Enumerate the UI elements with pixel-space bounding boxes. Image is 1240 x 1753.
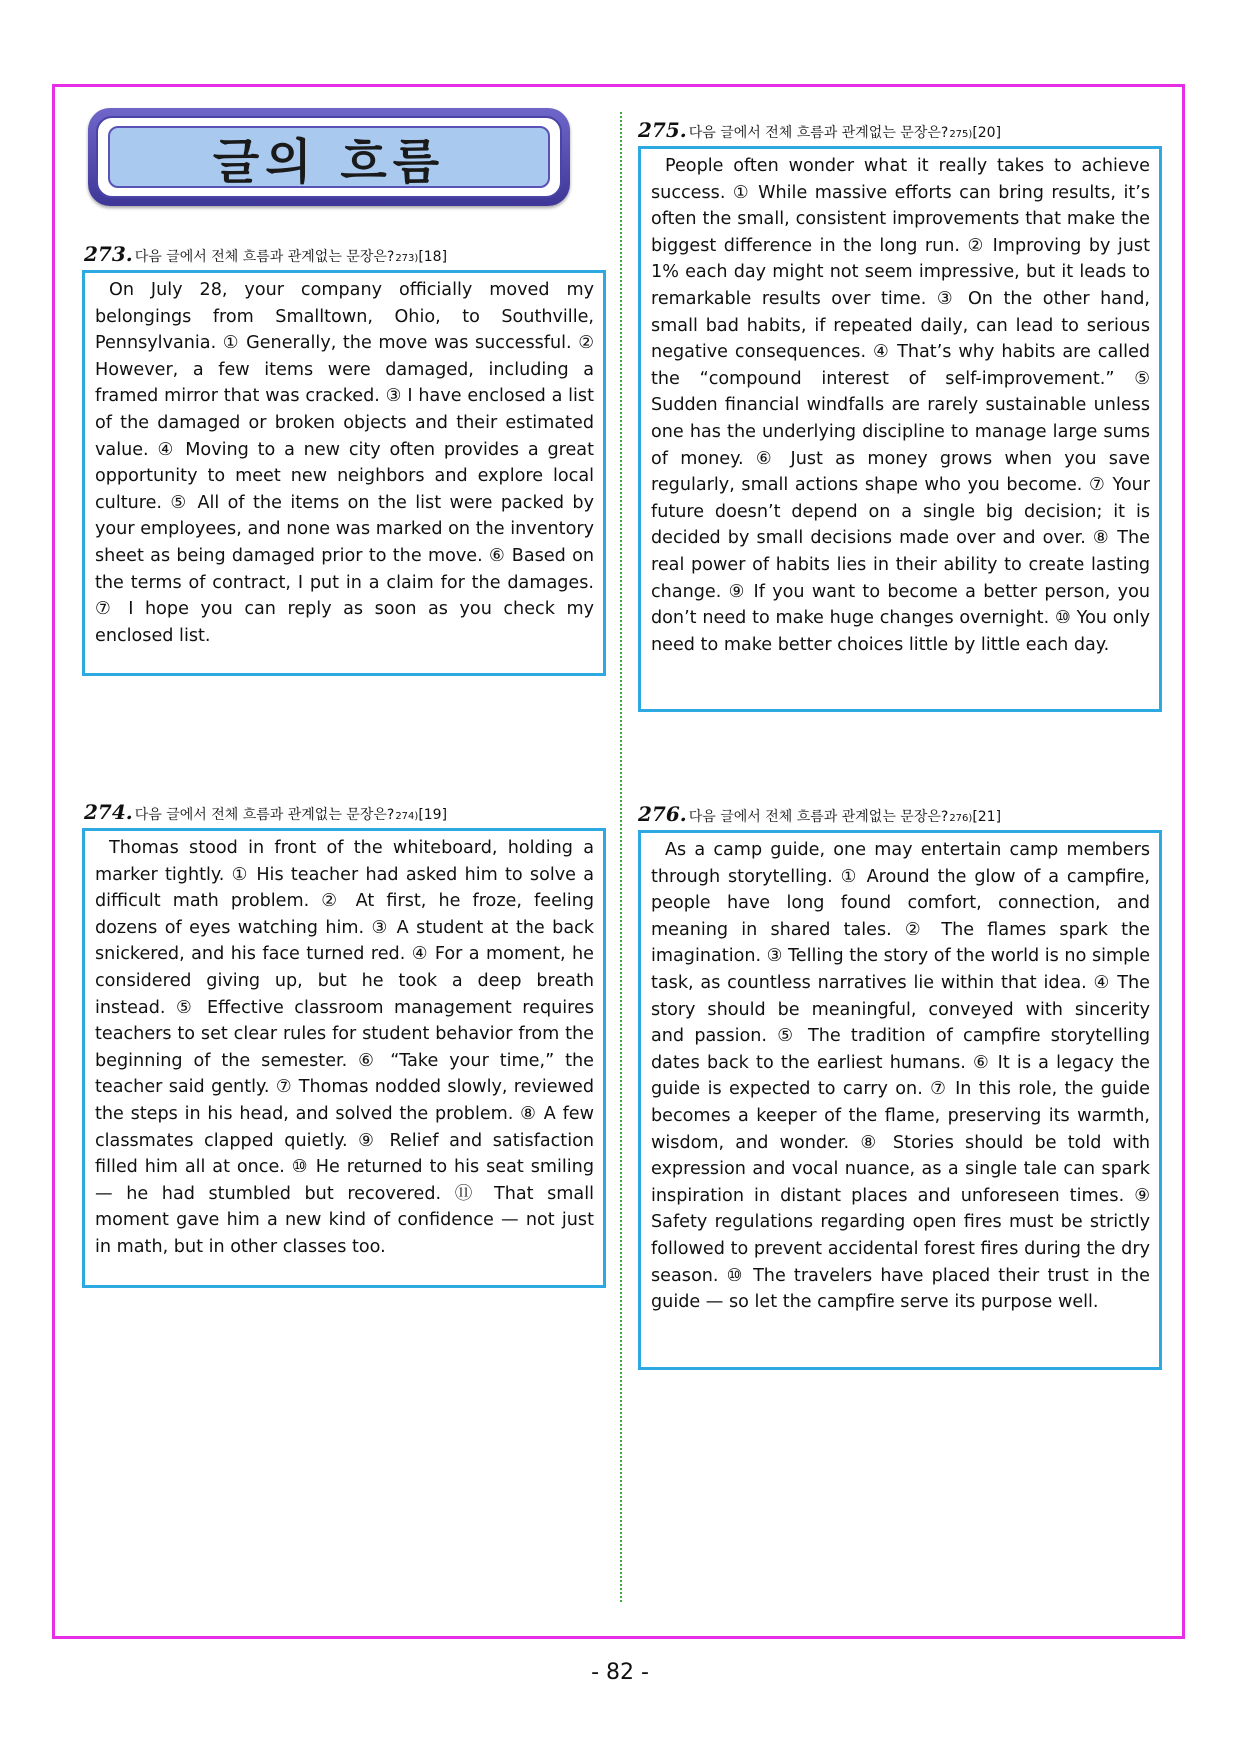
passage-box xyxy=(638,146,1162,712)
passage-text: Thomas stood in front of the whiteboard, holding a marker tightly. ① His teacher had asked him to solve a difficult math problem. ② At first, he froze, feeling dozens of eyes watching him. ③ A student at the back snickered, and his face turned red. ④ For a moment, he considered giving up, but he took a deep breath instead. ⑤ Effective classroom management requires teachers to set clear rules for student behavior from the beginning of the semester. ⑥ “Take your time,” the teacher said gently. ⑦ Thomas nodded slowly, reviewed the steps in his head, and solved the problem. ⑧ A few classmates clapped quietly. ⑨ Relief and satisfaction filled him all at once. ⑩ He returned to his seat smiling — he had stumbled but recovered. ⑪ That small moment gave him a new kind of confidence — not just in math, but in other classes too. xyxy=(95,838,594,1257)
question-source: [21] xyxy=(972,809,1002,825)
question-header xyxy=(84,800,447,824)
question-number: 275. xyxy=(638,118,687,142)
passage-text: People often wonder what it really takes to achieve success. ① While massive efforts can bring results, it’s often the small, consistent improvements that make the biggest difference in the long run. ② Improving by just 1% each day might not seem impressive, but it leads to remarkable results over time. ③ On the other hand, small bad habits, if repeated daily, can lead to serious negative consequences. ④ That’s why habits are called the “compound interest of self-improvement.” ⑤ Sudden financial windfalls are rarely sustainable unless one has the underlying discipline to manage large sums of money. ⑥ Just as money grows when you save regularly, small actions shape who you become. ⑦ Your future doesn’t depend on a single big decision; it is decided by small decisions made over and over. ⑧ The real power of habits lies in their ability to create lasting change. ⑨ If you want to become a better person, you don’t need to make huge changes overnight. ⑩ You only need to make better choices little by little each day. xyxy=(651,156,1150,655)
question-source: [18] xyxy=(418,249,448,265)
question-number: 273. xyxy=(84,242,133,266)
section-title: 글의 흐름 xyxy=(212,133,446,190)
footnote-marker: 273) xyxy=(395,253,419,264)
question-prompt: 다음 글에서 전체 흐름과 관계없는 문장은? xyxy=(688,125,949,141)
question-source: [20] xyxy=(972,125,1002,141)
passage-box xyxy=(82,828,606,1288)
passage-text: On July 28, your company officially moved my belongings from Smalltown, Ohio, to Southville, Pennsylvania. ① Generally, the move was successful. ② However, a few items were damaged, including a framed mirror that was cracked. ③ I have enclosed a list of the damaged or broken objects and their estimated value. ④ Moving to a new city often provides a great opportunity to meet new neighbors and explore local culture. ⑤ All of the items on the list were packed by your employees, and none was marked on the inventory sheet as being damaged prior to the move. ⑥ Based on the terms of contract, I put in a claim for the damages. ⑦ I hope you can reply as soon as you check my enclosed list. xyxy=(95,280,594,646)
footnote-marker: 274) xyxy=(395,811,419,822)
page-number: - 82 - xyxy=(591,1660,649,1685)
question-source: [19] xyxy=(418,807,448,823)
question-number: 276. xyxy=(638,802,687,826)
question-header xyxy=(84,242,447,266)
question-header xyxy=(638,118,1001,142)
question-prompt: 다음 글에서 전체 흐름과 관계없는 문장은? xyxy=(134,807,395,823)
passage-text: As a camp guide, one may entertain camp members through storytelling. ① Around the glow of a campfire, people have long found comfort, connection, and meaning in shared tales. ② The flames spark the imagination. ③ Telling the story of the world is no simple task, as countless narratives lie within that idea. ④ The story should be meaningful, conveyed with sincerity and passion. ⑤ The tradition of campfire storytelling dates back to the earliest humans. ⑥ It is a legacy the guide is expected to carry on. ⑦ In this role, the guide becomes a keeper of the flame, preserving its warmth, wisdom, and wonder. ⑧ Stories should be told with expression and vocal nuance, as a single tale can spark inspiration in distant places and unforeseen times. ⑨ Safety regulations regarding open fires must be strictly followed to prevent accidental forest fires during the dry season. ⑩ The travelers have placed their trust in the guide — so let the campfire serve its purpose well. xyxy=(651,840,1151,1313)
column-divider xyxy=(620,112,622,1602)
question-prompt: 다음 글에서 전체 흐름과 관계없는 문장은? xyxy=(688,809,949,825)
question-number: 274. xyxy=(84,800,133,824)
section-title-banner xyxy=(88,108,570,206)
question-prompt: 다음 글에서 전체 흐름과 관계없는 문장은? xyxy=(134,249,395,265)
question-header xyxy=(638,802,1001,826)
passage-box xyxy=(82,270,606,676)
passage-box xyxy=(638,830,1162,1370)
footnote-marker: 275) xyxy=(949,129,973,140)
footnote-marker: 276) xyxy=(949,813,973,824)
